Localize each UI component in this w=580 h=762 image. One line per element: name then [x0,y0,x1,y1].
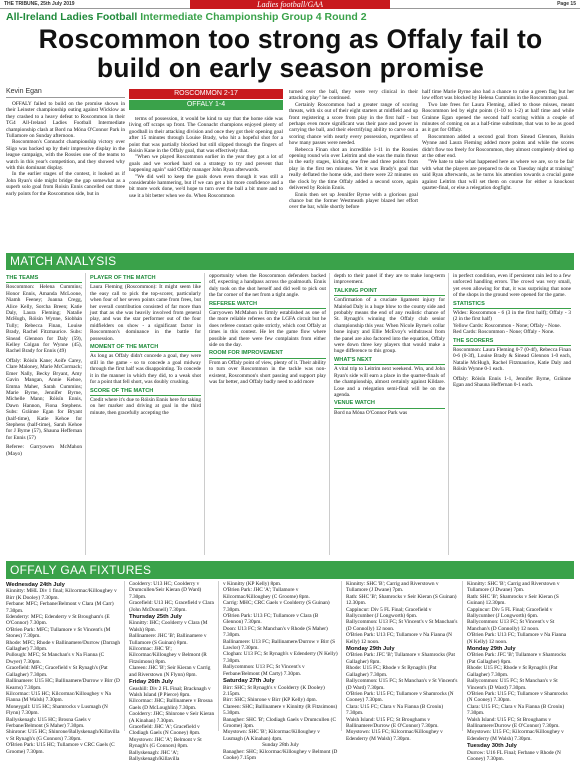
fixture-entry: Clara: U15 FC; Clara v Na Fianna (B Cronin) 7.30pm. [346,703,444,717]
page-number: Page 15 [557,1,576,7]
referee-watch-heading: REFEREE WATCH [209,301,326,309]
fixture-entry: Ballyskenagh: U15 HC; Brosna Gaels v Ferbane/Belmont (S Maher) 7.30pm. [6,716,91,729]
article-paragraph: Ennis then set up Jennifer Byrne with a glorious goal chance but the former Westmeath player blazed her effort over the bar, while shortly before [289,191,418,211]
fixtures-column-2 [129,581,219,762]
venue-watch-text: Bord na Móna O'Connor Park was [334,409,408,416]
fixture-entry: Moystown: SHC 'B'; Kilcormac/Killoughey v Lusmagh (A Kinahan) 4pm. [223,729,320,742]
article-paragraph: terms of possession, it would be kind to say that the home side was living off scraps up front. The Connacht champions enjoyed plenty of goodball in their attacking division and once they got their opening goal after 15 minutes through Louise Brady, who hit a hopeful shot for a point that was partially blocked but still slipped through the fingers of Roisin Kane in the Offaly goal, that was effectively that. [129,116,283,155]
referee-line: Referee: Garryowen McMahon (Mayo) [6,444,82,457]
fixture-entry: v Kinnitty (KP Kelly) 8pm. [223,581,282,587]
analysis-column-2 [90,273,205,555]
fixture-entry: Ballyskenagh: JHC 'A'; Ballyskenagh/Killavilla [129,749,180,762]
article-paragraph: "We did well to keep the goals down even though it was still a considerable hammering, but if we can get a bit more confidence and a bit more work done, we'd hope to turn over the ball a bit more and to use it a bit better when we do. When Roscommon [129,173,283,199]
fixtures-column-3 [223,581,342,761]
whats-next-heading: WHAT'S NEXT [334,357,445,365]
fixture-date-heading: Monday 29th July [346,646,395,653]
fixture-entry: O'Brien Park: U13 FC; Tullamore v Clara (B Glennon) 7.30pm. [223,613,319,626]
fixture-date-heading: Thursday 25th July [129,614,182,621]
fixture-entry: Ballycommon: U13 FC; St Vincent's v St Manchan's (D Connolly) 12 noon. [467,619,555,632]
article-column-2 [129,90,283,249]
fixture-entry: O'Brien Park: MFC; Tullamore v St Vincent's (M Stones) 7.30pm. [6,626,111,640]
room-for-improvement-heading: ROOM FOR IMPROVEMENT [209,350,326,358]
fixture-entry: Durrow: U16 FL Final; Ferbane v Rhode (N Cooney) 7.30pm. [467,749,561,762]
fixture-entry: Kinnitty: MHL Div 1 final; Kilcormac/Killoughey v Birr (K Dooley) 7.30pm. [6,588,117,601]
score-of-match-continued: opportunity when the Roscommon defenders backed off, expecting a handpass across the goalmouth. Ennis duly took on the shot herself and did well to pick out the far corner of the net from a tight angle. [209,273,326,299]
fixture-entry: Kilcormac: U15 HC; Kilcormac/Killoughey v Na Fianna (M Walsh) 7.30pm. [6,690,111,704]
fixtures-column-1 [6,581,125,755]
fixture-entry: O'Brien Park: JHC 'A'; Tullamore v Kilcormac/Killoughey (C Groome) 8pm. [223,587,310,600]
fixture-entry: Ballinamere: JHC 'B'; Ballinamere v Tullamore (S Guinan) 8pm. [129,633,207,646]
fixture-entry: Ballycommon: U13 FC; St Vincent's v St Manchan's (D Connolly) 12 noon. [346,619,458,632]
article-paragraph: In the earlier stages of the contest, it looked as if John Ryan's side might bridge the gap somewhat as a superb solo goal from Roisin Ennis cancelled out three early points for the Roscommon side, but in [6,171,125,197]
score-offaly: OFFALY 1-4 [129,100,283,110]
fixture-entry: Gracefield: JHC 'A'; Gracefield v Clodiagh Gaels (N Cooney) 8pm. [129,723,201,737]
team-lineup: Offaly: Róisín Kane; Aoife Carey, Clare Maloney, Marie McCormack; Emer Nally, Becky Bryant, Amy Gavin Mangan, Annie Kehoe, Emma Maher, Sarah Cummins; Marie Byrne, Jennifer Byrne, Michelle Mann; Róisín Ennis, Dawn Hannon, Fiona Stephens. Subs: Gráinne Egan for Bryant (half-time), Katie Kehoe for Stephens (half-time), Sarah Kehoe for J Byrne (57), Shauna Heffernan for Ennis (57) [6,357,82,441]
fixture-entry: Rhode: U15 FC; Rhode v St Rynagh's (Pat Gallagher) 7.30pm. [346,665,437,678]
fixture-entry: Rhode: MFC; Rhode v Ballinamere/Durrow (Darragh Gallagher) 7.30pm. [6,639,121,653]
fixtures-banner: OFFALY GAA FIXTURES [6,561,574,579]
fixture-entry: Ballinamere: U13 FC; Ballinamere/Durrow v Birr (S Lawlor) 7.30pm. [223,638,336,652]
fixture-entry: Rath: SHC 'B'; Shamrocks v Seir Kieran (S Guinan) 12.30pm. [346,593,457,607]
fixture-entry: Walsh Island: U15 FC; St Broughams v Ballinamere/Durrow (E O'Connor) 7.30pm. [346,716,439,729]
strap-round: Intermediate Championship Group 4 Round 2 [140,11,367,23]
fixture-entry: Clara: U15 FC; Clara v Na Fianna (B Cronin) 7.30pm. [467,703,565,717]
article-paragraph: Rebecca Finan shot an incredible 1-11 in the Rossies opening round win over Leitrim and she was the main threat in the early stages, kicking one free and three points from play in the first ten minutes. Yet it was Brady's goal that really deflated the home side, and there were 22 minutes on the clock by the time Offaly added a second score, again delivered by Roisin Ennis. [289,146,418,192]
fixture-entry: Kilcormac: JHC; Ballinamere v Brosna Gaels (D McLoughlin) 7.30pm. [129,698,213,711]
player-of-match-heading: PLAYER OF THE MATCH [90,275,201,283]
article-paragraph: Roscommon's Connacht championship victory over Sligo was backed up by their impressive display in the league campaign, with the Rossies one of the teams to watch in this year's competition, and they showed why with this dominant display. [6,139,125,172]
fixture-entry: O'Brien Park: U15 FC; Tullamore v Shamrocks (N Cooney) 7.30pm. [467,690,568,704]
fixture-entry: O'Brien Park: U15 FC; Tullamore v Shamrocks (N Cooney) 7.30pm. [346,690,454,704]
fixture-entry: Pullough: MFC; St Manchan's v Na Fianna (C Dwyer) 7.30pm. [6,652,105,665]
fixture-entry: O'Brien Park: JFC 'B'; Tullamore v Shamrocks (Pat Gallagher) 8pm. [346,652,455,665]
fixture-entry: Ferbane: MFC; Ferbane/Belmont v Clara (M Carr) 7.30pm. [6,601,114,614]
article-paragraph: "When we played Roscommon earlier in the year they got a lot of goals and we worked hard on a strategy to try and prevent that happening again" said Offaly manager John Ryan afterwards. [129,154,283,174]
scorers-line: Offaly: Róisín Ennis 1-1, Jennifer Byrne, Gráinne Egan and Shauna Heffernan 0-1 each. [453,375,571,389]
room-for-improvement-continued: depth to their panel if they are to make long-term improvement. [334,273,445,286]
stat-line: Yellow Cards: Roscommon - None; Offaly - None. [453,322,561,329]
page-header [0,0,580,9]
fixture-date-heading: Wednesday 24th July [6,582,65,588]
article-paragraph: OFFALY failed to build on the promise shown in their Leinster championship outing against Wicklow as they crashed to a heavy defeat to Roscommon in their TG4 All-Ireland Ladies Football Intermediate championship clash at Bord na Móna O'Connor Park in Tullamore on Sunday afternoon. [6,101,125,140]
article-strap [6,11,367,23]
fixture-entry: Ballycommon: U13 FC; St Vincent's v Ferbane/Belmont (M Carty) 7.30pm. [223,664,305,677]
fixture-entry: Banagher: SHC 'B'; Clodiagh Gaels v Drumcullen (C Groome) 3pm. [223,716,336,729]
venue-watch-continued: in perfect condition, even if persistent rain led to a few unforced handling errors. The crowd was very small, yet even allowing for that, it was surprising that none of the shops in the ground were opened for the game. [453,273,571,299]
talking-point-heading: TALKING POINT [334,288,445,296]
fixture-date-heading: Monday 29th July [467,646,516,653]
fixture-entry: Coolderry: JHC; Shinrone v Seir Kieran (A Kinahan) 7.30pm. [129,711,215,724]
fixture-entry: Birr: SHC; Shinrone v Birr (KP Kelly) 4pm. [223,697,317,704]
fixture-entry: Edenderry: MFC; Edenderry v St Brougham's (E O'Connor) 7.30pm. [6,614,110,627]
fixture-entry: O'Brien Park: JFC 'B'; Tullamore v Shamrocks (Pat Gallagher) 8pm. [467,652,567,665]
fixture-entry: Birr: SHC; St Rynagh's v Coolderry (K Dooley) 2.15pm. [223,684,325,697]
article-paragraph: half time Marie Byrne also had a chance to raise a green flag but her low effort was blocked by Helena Cummins in the Roscommon goal. [422,89,574,102]
article-paragraph: "We hate to take what happened here as where we are, so to be fair with what the players are prepared to do on Tuesday night at training" said Ryan afterwards, as he turns his attention towards a crucial game against Leitrim that will set them on course for either a knockout quarter-final, or else a relegation dogfight. [422,159,574,192]
fixture-entry: Ballinamere: U15 HC; Ballinamere/Durrow v Birr (D Kearns) 7.30pm. [6,678,120,691]
fixtures-column-5 [467,581,574,762]
fixture-entry: Carrig: MHC; CRC Gaels v Coolderry (S Guinan) 7.30pm. [223,600,330,613]
fixture-entry: Kinnitty: SHC 'B'; Carrig and Riverstown v Tullamore (J Dwane) 7pm. [467,581,560,594]
teams-column [6,273,86,555]
article-paragraph: Certainly Roscommon had a greater range of scoring threats, with six out of their eight starters at midfield and up front registering a score from play in the first half - but perhaps even more significant was their pace and power in carrying the ball, and their electrifying ability to carve out a scoring chance with nearly every possession, regardless of how many passes were needed. [289,101,418,147]
analysis-column-5 [453,273,574,555]
scorers-line: Roscommon: Laura Fleming 0-7 (0-4f), Rebecca Finan 0-6 (0-3f), Louise Brady & Sinead Glennon 1-0 each, Natalie McHugh, Rachel Fitzmaurice, Katie Daly and Róisín Wynne 0-1 each. [453,347,571,373]
fixture-entry: Cloghan: U13 FC; St Rynagh's v Edenderry (N Kelly) 7.30pm. [223,651,338,664]
fixture-entry: Rhode: U15 FC; Rhode v St Rynagh's (Pat Gallagher) 7.30pm. [467,665,558,678]
talking-point-text: Confirmation of a cruciate ligament injury for Mairéad Daly is a huge blow to the county side and probably means the end of any realistic chance of St. Rynagh's winning the Offaly club senior championship this year. When Nicole Byrne's collar bone injury and Ellie McEvoy's withdrawal from the panel are also factored into the equation, Offaly were down three key players that would make a huge difference to this group. [334,297,445,355]
fixture-entry: Geashill: Div 2 FL Final; Bracknagh v Walsh Island (P Pierce) 8pm. [129,685,211,698]
venue-watch-heading: VENUE WATCH [334,400,445,408]
article-paragraph: Roscommon added a second goal from Sinead Glennon, Roisin Wynne and Laura Fleming added more points and while the scores didn't flow too freely for Roscommon, they almost completely dried up at the other end. [422,133,574,160]
fixture-entry: Moystown: U15 FC; Kilcormac/Killoughey v Edenderry (M Walsh) 7.30pm. [467,729,564,742]
fixtures-column-4 [346,581,463,742]
fixture-date-heading: Tuesday 30th July [467,743,517,750]
fixture-entry: Clareen: JHC 'B'; Seir Kieran v Carrig and Riverstown (N Flynn) 8pm. [129,665,211,678]
referee-watch-text: Garryowen McMahon is firmly established as one of the more reliable referees on the LGFA circuit but he does referee contact quite strictly, which cost Offaly at times in this contest. He let the game flow where possible and there were few complaints from either side on the day. [209,310,326,349]
byline: Kevin Egan [6,88,125,98]
fixture-entry: O'Brien Park: U13 FC; Tullamore v Na Fianna (N Kelly) 12 noon. [467,632,567,645]
score-of-match-heading: SCORE OF THE MATCH [90,388,201,396]
fixture-entry: Moneygall: U15 HC; Shamrocks v Lusmagh (N Flynn) 7.30pm. [6,703,108,717]
fixture-entry: Moystown: U15 FC; Kilcormac/Killoughey v Edenderry (M Walsh) 7.30pm. [346,729,443,742]
analysis-column-3 [209,273,330,555]
fixture-entry: Shinrone: U15 HC; Shinrone/Ballyskenagh/Killavilla v St Rynagh's (G Connors) 7.30pm. [6,729,120,742]
publication-date: THE TRIBUNE, 25th July 2019 [4,1,75,7]
scorers-heading: THE SCORERS [453,338,571,346]
article-column-3 [289,89,418,249]
strap-competition: All-Ireland Ladies Football [6,11,138,23]
moment-of-match-text: As long as Offaly didn't concede a goal, they were still in the game - so to concede a goal midway through the first half was disappointing. To concede it in the manner in which they did, to a weak shot for a point that fell short, was doubly crushing. [90,353,201,386]
room-for-improvement-text: From an Offaly point of view, plenty of it. Their ability to turn over Roscommon in the tackle was non-existent, Roscommon's short passing and support play was far better, and Offaly badly need to add more [209,359,326,386]
fixture-entry: Moystown: JHC 'A'; Belmont v St Rynagh's (G Connors) 8pm. [129,736,202,750]
fixture-entry: Clareen: SHC; Ballinamere v Kinnitty (R Fitzsimons) 5.30pm. [223,703,338,717]
whats-next-text: A vital trip to Leitrim next weekend. Win, and John Ryan's side will earn a place in the quarter-finals of the championship, almost certainly against Kildare. Lose and a relegation semi-final will be on the agenda. [334,366,445,398]
article-paragraph: Two late frees for Laura Fleming, allied to those misses, meant Roscommon led by eight points (1-10 to 1-2) at half time and while Grainne Egan opened the second half scoring within a couple of minutes of coming on as a half-time substitute, that was to be as good as it got for Offaly. [422,101,574,134]
fixture-entry: O'Brien Park: U13 FC; Tullamore v Na Fianna (N Kelly) 12 noon. [346,632,453,645]
fixture-entry: Kilcormac: JHC 'B'; Kilcormac/Killoughey v Belmont (R Fitzsimons) 8pm. [129,646,207,665]
fixture-date-heading: Sunday 28th July [262,742,299,749]
fixture-entry: Walsh Island: U15 FC; St Broughams v Ballinamere/Durrow (E O'Connor) 7.30pm. [467,716,560,729]
teams-heading: THE TEAMS [6,275,82,283]
fixture-entry: Kinnitty: IHC; Coolderry v Clara (M Walsh) 8pm. [129,620,208,633]
stat-line: Wides: Roscommon - 6 (3 in the first half); Offaly - 3 (2 in the first half) [453,310,571,323]
score-roscommon: ROSCOMMON 2-17 [129,89,283,99]
fixture-entry: Kinnitty: SHC 'B'; Carrig and Riverstown v Tullamore (J Dwane) 7pm. [346,581,439,594]
player-of-match-text: Laura Fleming (Roscommon): It might seem like the easy call to pick the top-scorer, particularly when four of her seven points came from frees, but her overall contribution consisted of far more than just that as she was heavily involved from general play, and was the star performer out of the four midfielders on show - a significant factor in Roscommon's dominance in the battle for possession. [90,284,201,342]
analysis-column-4 [334,273,449,555]
section-title: Ladies football/GAA [190,0,390,9]
team-lineup: Roscommon: Helena Cummins; Honor Ennis, Amanda McLoone, Niamh Feeney; Joanna Cregg, Alice Kelly, Sorcha Breen; Katie Daly, Laura Fleming; Natalie McHugh, Róisín Wynne, Siobhán Tully; Rebecca Finan, Louise Brady, Rachel Fitzmaurice. Subs: Sinead Glennon for Daly (59), Kelley Colgan for Wynne (45), Rachel Brady for Ennis (49) [6,284,82,355]
article-paragraph: turned over the ball, they were very clinical in their attacking play" he continued. [289,89,418,102]
fixture-entry: Banagher: SHC; Kilcormac/Killoughey v Belmont (D Cooke) 7.15pm [223,748,338,761]
moment-of-match-heading: MOMENT OF THE MATCH [90,344,201,352]
fixture-entry: Gracefield: MFC; Gracefield v St Rynagh's (Pat Gallagher) 7.30pm. [6,665,108,678]
fixture-entry: Ballycommon: U15 FC; St Manchan's v St Vincent's (D Ward) 7.30pm. [467,678,558,691]
statistics-heading: STATISTICS [453,301,571,309]
fixture-entry: O'Brien Park: U15 HC; Tullamore v CRC Gaels (C Groome) 7.30pm. [6,742,115,755]
match-analysis-banner: MATCH ANALYSIS [6,253,574,270]
fixture-entry: Coolderry: U13 HC; Coolderry v Drumcullen/Seir Kieran (D Ward) 7.30pm. [129,581,202,600]
fixture-entry: Doon: U13 FC; St Manchan's v Rhode (S Maher) 7.30pm. [223,625,328,639]
article-column-4 [422,89,574,249]
fixture-entry: Cappincur: Div 5 FL Final; Gracefield v Ballycumber (J Longworth) 6pm. [467,606,553,620]
fixture-date-heading: Friday 26th July [129,679,174,686]
score-of-match-text: Credit where it's due to Róisín Ennis here for taking on her marker and driving at goal in the third minute, then gracefully accepting the [90,396,201,416]
fixture-date-heading: Saturday 27th July [223,678,275,685]
article-column-1 [6,101,125,249]
fixture-entry: Gracefield: U13 HC; Gracefield v Clara (John McDonnell) 7.30pm. [129,600,214,613]
stat-line: Red Cards: Roscommon - None; Offaly - None. [453,329,555,336]
fixture-entry: Rath: SHC 'B'; Shamrocks v Seir Kieran (S Guinan) 12.30pm. [467,593,559,607]
article-headline: Roscommon too strong as Offaly fail to build on early season promise [38,24,543,83]
fixture-entry: Ballycommon: U15 FC; St Manchan's v St Vincent's (D Ward) 7.30pm. [346,678,458,691]
fixture-entry: Cappincur: Div 5 FL Final; Gracefield v Ballycumber (J Longworth) 6pm. [346,606,432,620]
